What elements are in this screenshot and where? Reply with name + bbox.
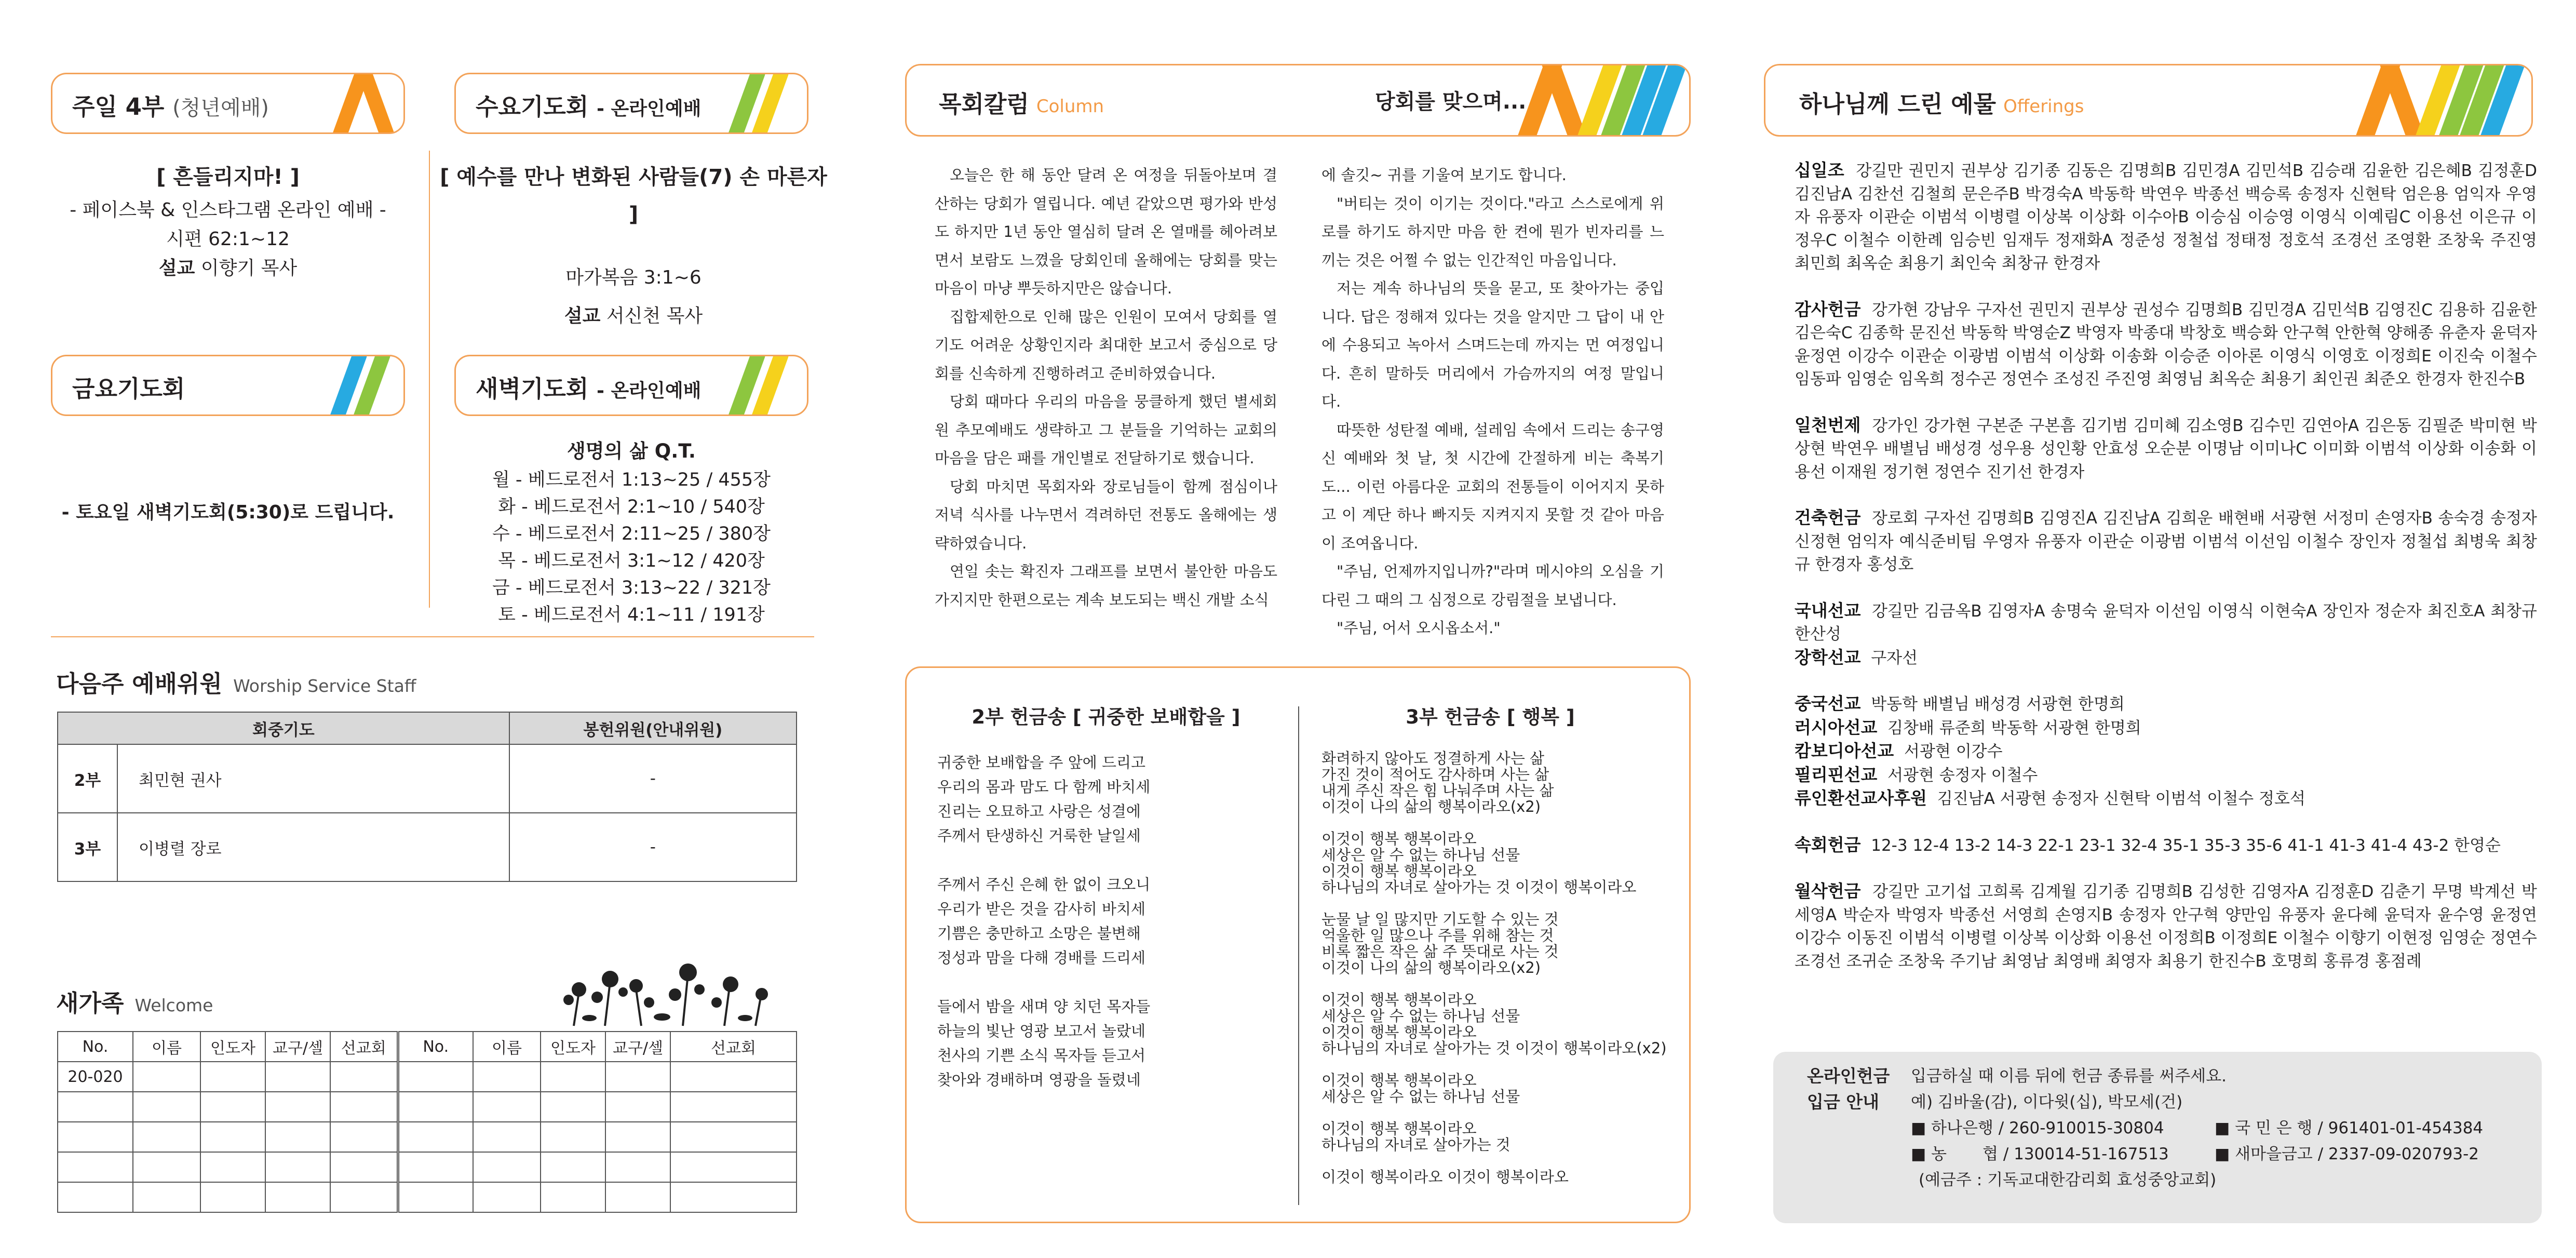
offering-label: 중국선교 xyxy=(1795,693,1861,714)
bank-account: ■ 국 민 은 행 / 961401-01-454384 xyxy=(2215,1119,2484,1137)
dawn-subtitle: - 온라인예배 xyxy=(597,380,702,402)
online-line1: 입금하실 때 이름 뒤에 헌금 종류를 써주세요. xyxy=(1911,1067,2227,1086)
table-row xyxy=(58,1092,797,1122)
col-no: No. xyxy=(398,1032,473,1062)
offering-names: 12-3 12-4 13-2 14-3 22-1 23-1 32-4 35-1 35-3 35-6 41-1 41-3 41-4 43-2 한영순 xyxy=(1871,836,2501,855)
table-row xyxy=(58,1062,797,1092)
col-cell: 교구/셀 xyxy=(605,1032,670,1062)
column-paragraph: "주님, 어서 오시옵소서." xyxy=(1337,619,1501,637)
qt-line: 목 - 베드로전서 3:1~12 / 420장 xyxy=(498,551,765,571)
staff-prayer: 이병렬 장로 xyxy=(117,813,509,881)
friday-note: - 토요일 새벽기도회(5:30)로 드립니다. xyxy=(61,502,395,523)
offering-label: 월삭헌금 xyxy=(1795,881,1861,901)
col-guide: 인도자 xyxy=(200,1032,265,1062)
qt-line: 화 - 베드로전서 2:1~10 / 540장 xyxy=(498,497,765,517)
qt-line: 금 - 베드로전서 3:13~22 / 321장 xyxy=(492,578,771,598)
offering-group xyxy=(1795,599,2537,646)
wednesday-preacher: 서신천 목사 xyxy=(606,305,703,327)
col-mission: 선교회 xyxy=(330,1032,398,1062)
friday-title: 금요기도회 xyxy=(72,375,185,403)
song2-title: 2부 헌금송 [ 귀중한 보배합을 ] xyxy=(972,706,1240,728)
offering-label: 국내선교 xyxy=(1795,600,1861,621)
offering-group xyxy=(1795,787,2537,811)
staff-col-offering: 봉헌위원(안내위원) xyxy=(509,712,797,744)
table-row xyxy=(58,813,797,881)
offering-names: 강가현 강남우 구자선 권민지 권부상 권성수 김명희B 김민경A 김민석B 김영진C 김용하 김윤한 김은숙C 김종학 문진선 박동학 박영순Z 박영자 박종대 박창호 백승화 안구혁 안한혁 양해종 유춘자 윤덕자 윤정연 이강수 이관순 이광범 이범석 이상화 이송화 이승준 이아론 이영식 이영호 이정희E 이진숙 이철수 임동파 임영순 임옥희 정수곤 정연수 조성진 주진영 최영님 최옥순 최용기 최인권 최준오 한경자 한진수B xyxy=(1795,300,2537,389)
bank-account: ■ 새마을금고 / 2337-09-020793-2 xyxy=(2215,1145,2479,1163)
song3-lyrics: 화려하지 않아도 정결하게 사는 삶 가진 것이 적어도 감사하며 사는 삶 내게 주신 작은 힘 나눠주며 사는 삶 이것이 나의 삶의 행복이라오(x2) 이것이 행복 행복이라오 세상은 알 수 없는 하나님 선물 이것이 행복 행복이라오 하나님의 자녀로 살아가는 것 이것이 행복이라오 눈물 날 일 많지만 기도할 수 있는 것 억울한 일 많으나 주를 위해 참는 것 비록 짧은 작은 삶 주 뜻대로 사는 것 이것이 나의 삶의 행복이라오(x2) 이것이 행복 행복이라오 세상은 알 수 없는 하나님 선물 이것이 행복 행복이라오 하나님의 자녀로 살아가는 것 이것이 행복이라오(x2) 이것이 행복 행복이라오 세상은 알 수 없는 하나님 선물 이것이 행복 행복이라오 하나님의 자녀로 살아가는 것 이것이 행복이라오 이것이 행복이라오 xyxy=(1321,750,1667,1186)
offering-group xyxy=(1795,764,2537,787)
offering-names: 김진남A 서광현 송정자 신현탁 이범석 이철수 정호석 xyxy=(1937,789,2305,808)
sunday4-theme: [ 흔들리지마! ] xyxy=(156,165,300,189)
online-label2: 입금 안내 xyxy=(1807,1092,1880,1112)
offerings-header xyxy=(1764,64,2533,137)
staff-offering: - xyxy=(509,813,797,881)
offering-group xyxy=(1795,880,2537,973)
sunday4-scripture: 시편 62:1~12 xyxy=(166,229,290,250)
column-heading: 당회를 맞으며... xyxy=(1375,90,1527,114)
wednesday-subtitle: - 온라인예배 xyxy=(597,98,702,119)
column-paragraph: 연일 솟는 확진자 그래프를 보면서 불안한 마음도 가지지만 한편으로는 계속 보도되는 백신 개발 소식 xyxy=(935,563,1277,609)
dawn-header xyxy=(454,355,808,416)
sunday4-preacher: 이향기 목사 xyxy=(200,258,298,279)
offering-names: 박동학 배별님 배성경 서광현 한명희 xyxy=(1871,695,2125,714)
column-paragraph: 에 솔깃~ 귀를 기울여 보기도 합니다. xyxy=(1321,166,1567,184)
offering-label: 일천번제 xyxy=(1795,414,1861,435)
column-right xyxy=(1321,161,1664,643)
welcome-no: 20-020 xyxy=(58,1062,133,1092)
offering-group xyxy=(1795,834,2537,858)
welcome-subtitle: Welcome xyxy=(134,995,213,1015)
welcome-table xyxy=(57,1031,797,1213)
sermon-label: 설교 xyxy=(564,305,601,327)
offering-group xyxy=(1795,159,2537,275)
offerings-list xyxy=(1795,159,2537,973)
offering-label: 감사헌금 xyxy=(1795,299,1861,319)
wednesday-scripture: 마가복음 3:1~6 xyxy=(565,267,702,288)
staff-svc: 3부 xyxy=(58,813,117,881)
sermon-label: 설교 xyxy=(158,258,195,279)
staff-title: 다음주 예배위원 xyxy=(56,670,222,698)
online-line2: 예) 김바울(감), 이다윗(십), 박모세(건) xyxy=(1911,1093,2183,1112)
column-paragraph: 오늘은 한 해 동안 달려 온 여정을 뒤돌아보며 결산하는 당회가 열립니다. 예년 같았으면 평가와 반성도 하지만 1년 동안 열심히 달려 온 열매를 헤아려보면서 보람도 느꼈을 당회인데 올해에는 당회를 맞는 마음이 마냥 뿌듯하지만은 않습니다. xyxy=(935,166,1277,297)
panel1-divider xyxy=(429,151,430,608)
column-en: Column xyxy=(1036,96,1104,117)
sunday4-body xyxy=(51,158,405,283)
offering-names: 구자선 xyxy=(1871,648,1918,667)
col-guide: 인도자 xyxy=(541,1032,605,1062)
offering-label: 캄보디아선교 xyxy=(1795,741,1894,761)
offering-label: 러시아선교 xyxy=(1795,717,1878,738)
bank-account: ■ 하나은행 / 260-910015-30804 xyxy=(1911,1119,2164,1137)
offering-group xyxy=(1795,414,2537,484)
column-left xyxy=(935,161,1277,614)
col-no: No. xyxy=(58,1032,133,1062)
wednesday-title: 수요기도회 xyxy=(476,93,589,121)
sunday4-header xyxy=(51,73,405,134)
bank-account: ■ 농 협 / 130014-51-167513 xyxy=(1911,1145,2169,1163)
offering-names: 서광현 이강수 xyxy=(1904,742,2003,761)
panel1-hr xyxy=(51,636,814,637)
offering-group xyxy=(1795,740,2537,764)
table-row xyxy=(58,1152,797,1182)
table-row xyxy=(58,1122,797,1152)
column-paragraph: 집합제한으로 인해 많은 인원이 모여서 당회를 열기도 어려운 상황인지라 최대한 보고서 중심으로 당회를 신속하게 진행하려고 준비하였습니다. xyxy=(935,307,1277,382)
offering-group xyxy=(1795,646,2537,670)
column-paragraph: "버티는 것이 이기는 것이다."라고 스스로에게 위로를 하기도 하지만 마음 한 켠에 뭔가 빈자리를 느끼는 것은 어쩔 수 없는 인간적인 마음입니다. xyxy=(1321,194,1664,269)
flower-illustration xyxy=(558,961,776,1028)
qt-title: 생명의 삶 Q.T. xyxy=(567,440,696,462)
wednesday-header xyxy=(454,73,808,134)
dawn-title: 새벽기도회 xyxy=(476,375,589,403)
offering-label: 십일조 xyxy=(1795,160,1844,180)
wednesday-theme: [ 예수를 만나 변화된 사람들(7) 손 마른자 ] xyxy=(440,165,827,226)
offerings-title: 하나님께 드린 예물 xyxy=(1799,90,1997,118)
offering-names: 강길만 고기섭 고희록 김계월 김기종 김명희B 김성한 김영자A 김정훈D 김춘기 무명 박계선 박세영A 박순자 박영자 박종선 서영희 손영지B 송정자 안구혁 양만임 유풍자 윤다혜 윤덕자 윤수영 윤정연 이강수 이동진 이범석 이병렬 이상복 이상화 이용선 이정희B 이정희E 이철수 이향기 이현정 임영순 정연수 조경선 조귀순 조창욱 주기남 최영남 최영배 최영자 최용기 한진수B 호명희 홍류경 홍점례 xyxy=(1795,882,2537,971)
staff-svc: 2부 xyxy=(58,744,117,813)
staff-table xyxy=(57,712,797,882)
staff-subtitle: Worship Service Staff xyxy=(233,676,416,696)
offering-group xyxy=(1795,506,2537,577)
staff-offering: - xyxy=(509,744,797,813)
sunday4-line1: - 페이스북 & 인스타그램 온라인 예배 - xyxy=(70,199,386,221)
col-name: 이름 xyxy=(473,1032,541,1062)
offerings-en: Offerings xyxy=(2003,96,2084,117)
column-header xyxy=(905,64,1691,137)
qt-line: 월 - 베드로전서 1:13~25 / 455장 xyxy=(492,470,771,490)
offering-label: 건축헌금 xyxy=(1795,507,1861,528)
offering-group xyxy=(1795,298,2537,391)
staff-heading xyxy=(56,665,416,699)
qt-line: 수 - 베드로전서 2:11~25 / 380장 xyxy=(492,524,771,544)
offering-names: 강가인 강가현 구본준 구본흠 김기범 김미혜 김소영B 김수민 김연아A 김은동 김필준 박미현 박상현 박연우 배별님 배성경 성우용 성인황 안효성 오순분 이명남 이미나C 이미화 이범석 이상화 이송화 이용선 이재원 정기현 정연수 진기선 한경자 xyxy=(1795,416,2537,481)
welcome-header-row xyxy=(58,1032,797,1062)
column-paragraph: "주님, 언제까지입니까?"라며 메시야의 오심을 기다린 그 때의 그 심정으로 강림절을 보냅니다. xyxy=(1321,563,1664,609)
column-paragraph: 당회 때마다 우리의 마음을 뭉클하게 했던 별세회원 추모예배도 생략하고 그 분들을 기억하는 교회의 마음을 담은 패를 개인별로 전달하기로 했습니다. xyxy=(935,393,1277,467)
column-paragraph: 따뜻한 성탄절 예배, 설레임 속에서 드리는 송구영신 예배와 첫 날, 첫 시간에 간절하게 비는 축복기도... 이런 아름다운 교회의 전통들이 이어지지 못하고 이 계단 하나 빠지듯 지켜지지 못할 것 같아 마음이 조여옵니다. xyxy=(1321,421,1664,552)
staff-col-prayer: 회중기도 xyxy=(58,712,509,744)
friday-header xyxy=(51,355,405,416)
qt-line: 토 - 베드로전서 4:1~11 / 191장 xyxy=(498,605,765,625)
offering-group xyxy=(1795,692,2537,716)
online-offering-box xyxy=(1773,1052,2542,1223)
staff-prayer: 최민현 권사 xyxy=(117,744,509,813)
table-row xyxy=(58,1182,797,1212)
song2-lyrics: 귀중한 보배합을 주 앞에 드리고 우리의 몸과 맘도 다 함께 바치세 진리는 오묘하고 사랑은 성결에 주께서 탄생하신 거룩한 날일세 주께서 주신 은혜 한 없이 크오니 우리가 받은 것을 감사히 바치세 기쁨은 충만하고 소망은 불변해 정성과 맘을 다해 경배를 드리세 들에서 밤을 새며 양 치던 목자들 하늘의 빛난 영광 보고서 놀랐네 천사의 기쁜 소식 목자들 듣고서 찾아와 경배하며 영광을 돌렸네 xyxy=(937,754,1151,1089)
col-mission: 선교회 xyxy=(670,1032,797,1062)
wednesday-body xyxy=(436,158,831,331)
account-holder: (예금주 : 기독교대한감리회 효성중앙교회) xyxy=(1919,1171,2217,1189)
column-title: 목회칼럼 xyxy=(939,90,1029,118)
welcome-heading xyxy=(56,984,213,1018)
table-row xyxy=(58,744,797,813)
offering-label: 장학선교 xyxy=(1795,647,1861,667)
dawn-body xyxy=(454,436,808,628)
online-label1: 온라인헌금 xyxy=(1807,1066,1890,1086)
offering-names: 장로회 구자선 김명희B 김영진A 김진남A 김희운 배현배 서광현 서정미 손영자B 송숙경 송정자 신정현 엄익자 예식준비팀 우영자 유풍자 이관순 이광범 이범석 이선임 이철수 장인자 정철섭 최병욱 최창규 한경자 홍성호 xyxy=(1795,509,2537,574)
sunday4-subtitle: (청년예배) xyxy=(172,96,269,120)
offering-names: 서광현 송정자 이철수 xyxy=(1887,766,2038,785)
sunday4-title: 주일 4부 xyxy=(72,93,165,121)
col-name: 이름 xyxy=(133,1032,200,1062)
offering-label: 속회헌금 xyxy=(1795,834,1861,855)
offering-names: 강길만 김금옥B 김영자A 송명숙 윤덕자 이선임 이영식 이현숙A 장인자 정순자 최진호A 최창규 한산성 xyxy=(1795,601,2537,644)
offering-names: 김창배 류준희 박동학 서광현 한명희 xyxy=(1887,718,2141,738)
offering-label: 류인환선교사후원 xyxy=(1795,788,1927,808)
songs-divider xyxy=(1298,706,1299,1205)
column-paragraph: 당회 마치면 목회자와 장로님들이 함께 점심이나 저녁 식사를 나누면서 격려하던 전통도 올해에는 생략하였습니다. xyxy=(935,477,1277,552)
offering-names: 강길만 권민지 권부상 김기종 김동은 김명희B 김민경A 김민석B 김승래 김윤한 김은혜B 김정훈D 김진남A 김찬선 김철희 문은주B 박경숙A 박동학 박연우 박종선 백승록 송정자 신현탁 엄은용 엄익자 우영자 유풍자 이관순 이범석 이병렬 이상복 이상화 이수아B 이승심 이승영 이영식 이예림C 이용선 이은규 이정우C 이철수 이한례 임승빈 임재두 정재화A 정준성 정철섭 정태정 정호석 조경선 조영환 조창욱 주진영 최민희 최옥순 최용기 최인숙 최창규 한경자 xyxy=(1795,162,2537,273)
column-paragraph: 저는 계속 하나님의 뜻을 묻고, 또 찾아가는 중입니다. 답은 정해져 있다는 것을 알지만 그 답이 내 안에 수용되고 녹아서 스며드는데 까지는 먼 여정입니다. 흔히 말하듯 머리에서 가슴까지의 여정 말입니다. xyxy=(1321,279,1664,410)
col-cell: 교구/셀 xyxy=(265,1032,330,1062)
song3-title: 3부 헌금송 [ 행복 ] xyxy=(1406,706,1575,728)
offering-group xyxy=(1795,716,2537,740)
welcome-title: 새가족 xyxy=(56,989,124,1017)
offering-label: 필리핀선교 xyxy=(1795,764,1878,785)
